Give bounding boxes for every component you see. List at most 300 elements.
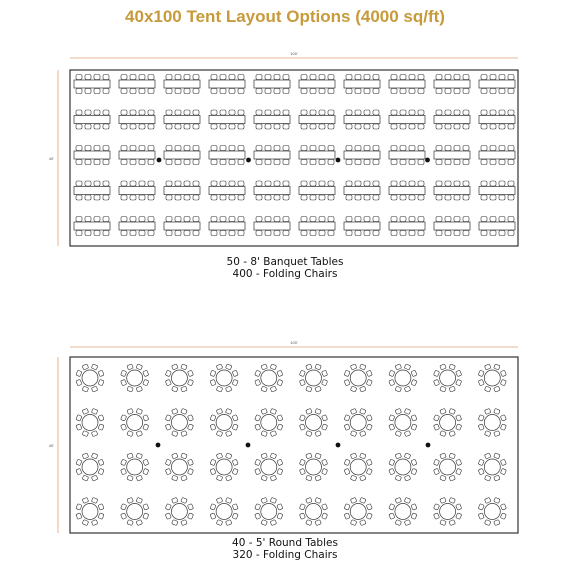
- folding-chair: [103, 195, 109, 200]
- folding-chair: [85, 124, 91, 129]
- folding-chair: [130, 89, 136, 94]
- folding-chair: [328, 89, 334, 94]
- folding-chair: [127, 497, 133, 503]
- folding-chair: [391, 110, 397, 115]
- folding-chair: [484, 497, 490, 503]
- folding-chair: [478, 415, 484, 421]
- folding-chair: [478, 424, 484, 430]
- folding-chair: [187, 459, 193, 465]
- round-table-set: [255, 497, 283, 525]
- folding-chair: [508, 89, 514, 94]
- folding-chair: [328, 181, 334, 186]
- folding-chair: [322, 504, 328, 510]
- folding-chair: [76, 424, 82, 430]
- folding-chair: [211, 181, 217, 186]
- folding-chair: [373, 160, 379, 165]
- round-tables-group: [76, 364, 507, 526]
- folding-chair: [478, 370, 484, 376]
- folding-chair: [494, 497, 500, 503]
- folding-chair: [490, 160, 496, 165]
- banquet-table-set: [479, 217, 515, 236]
- folding-chair: [274, 217, 280, 222]
- folding-chair: [187, 370, 193, 376]
- folding-chair: [481, 181, 487, 186]
- banquet-table-set: [119, 110, 155, 129]
- folding-chair: [193, 181, 199, 186]
- folding-chair: [121, 75, 127, 80]
- folding-chair: [121, 110, 127, 115]
- folding-chair: [184, 89, 190, 94]
- folding-chair: [238, 89, 244, 94]
- banquet-table: [209, 116, 245, 124]
- banquet-table: [164, 187, 200, 195]
- folding-chair: [175, 160, 181, 165]
- folding-chair: [91, 364, 97, 370]
- banquet-table-set: [254, 146, 290, 165]
- banquet-table: [119, 187, 155, 195]
- folding-chair: [299, 459, 305, 465]
- folding-chair: [484, 386, 490, 392]
- round-table-set: [478, 408, 506, 436]
- round-layout: [49, 340, 518, 533]
- folding-chair: [270, 453, 276, 459]
- folding-chair: [139, 124, 145, 129]
- banquet-table-set: [119, 146, 155, 165]
- folding-chair: [346, 110, 352, 115]
- folding-chair: [364, 110, 370, 115]
- folding-chair: [436, 124, 442, 129]
- folding-chair: [484, 453, 490, 459]
- folding-chair: [409, 75, 415, 80]
- folding-chair: [82, 431, 88, 437]
- folding-chair: [220, 124, 226, 129]
- banquet-table-set: [164, 110, 200, 129]
- folding-chair: [364, 75, 370, 80]
- banquet-table-set: [254, 181, 290, 200]
- folding-chair: [166, 124, 172, 129]
- folding-chair: [366, 459, 372, 465]
- folding-chair: [299, 513, 305, 519]
- folding-chair: [418, 146, 424, 151]
- round-table-set: [210, 408, 238, 436]
- folding-chair: [310, 195, 316, 200]
- folding-chair: [508, 195, 514, 200]
- folding-chair: [400, 217, 406, 222]
- folding-chair: [181, 431, 187, 437]
- folding-chair: [270, 497, 276, 503]
- banquet-height-label: 40': [48, 156, 54, 161]
- banquet-table-set: [74, 146, 110, 165]
- round-table-set: [478, 364, 506, 392]
- folding-chair: [366, 468, 372, 474]
- folding-chair: [229, 181, 235, 186]
- folding-chair: [456, 415, 462, 421]
- folding-chair: [433, 370, 439, 376]
- folding-chair: [94, 110, 100, 115]
- folding-chair: [220, 110, 226, 115]
- folding-chair: [508, 231, 514, 236]
- folding-chair: [229, 124, 235, 129]
- folding-chair: [283, 217, 289, 222]
- round-table-set: [165, 453, 193, 481]
- folding-chair: [91, 431, 97, 437]
- folding-chair: [500, 379, 506, 385]
- folding-chair: [463, 160, 469, 165]
- folding-chair: [255, 379, 261, 385]
- banquet-table: [479, 151, 515, 159]
- round-table: [484, 415, 500, 431]
- folding-chair: [360, 475, 366, 481]
- folding-chair: [463, 146, 469, 151]
- folding-chair: [436, 146, 442, 151]
- folding-chair: [143, 424, 149, 430]
- folding-chair: [270, 386, 276, 392]
- folding-chair: [82, 520, 88, 526]
- folding-chair: [98, 504, 104, 510]
- folding-chair: [481, 146, 487, 151]
- folding-chair: [184, 195, 190, 200]
- tent-pole: [426, 443, 431, 448]
- folding-chair: [301, 217, 307, 222]
- round-table-set: [299, 364, 327, 392]
- folding-chair: [436, 75, 442, 80]
- round-table-set: [344, 408, 372, 436]
- folding-chair: [508, 110, 514, 115]
- round-table: [440, 370, 456, 386]
- folding-chair: [277, 459, 283, 465]
- banquet-table: [164, 222, 200, 230]
- folding-chair: [391, 146, 397, 151]
- banquet-table-set: [119, 75, 155, 94]
- folding-chair: [181, 408, 187, 414]
- folding-chair: [211, 146, 217, 151]
- folding-chair: [265, 231, 271, 236]
- folding-chair: [232, 370, 238, 376]
- folding-chair: [454, 89, 460, 94]
- folding-chair: [211, 75, 217, 80]
- round-table-set: [299, 408, 327, 436]
- folding-chair: [130, 217, 136, 222]
- folding-chair: [445, 231, 451, 236]
- banquet-table: [74, 187, 110, 195]
- banquet-table-set: [164, 181, 200, 200]
- folding-chair: [306, 408, 312, 414]
- folding-chair: [306, 386, 312, 392]
- folding-chair: [103, 124, 109, 129]
- folding-chair: [127, 453, 133, 459]
- round-table-set: [165, 408, 193, 436]
- round-table-set: [121, 453, 149, 481]
- folding-chair: [211, 195, 217, 200]
- folding-chair: [306, 475, 312, 481]
- folding-chair: [360, 364, 366, 370]
- folding-chair: [449, 475, 455, 481]
- banquet-table-set: [209, 75, 245, 94]
- folding-chair: [400, 181, 406, 186]
- round-table-set: [389, 408, 417, 436]
- folding-chair: [94, 75, 100, 80]
- folding-chair: [211, 110, 217, 115]
- folding-chair: [433, 513, 439, 519]
- folding-chair: [355, 75, 361, 80]
- folding-chair: [166, 89, 172, 94]
- folding-chair: [478, 513, 484, 519]
- folding-chair: [184, 110, 190, 115]
- folding-chair: [121, 217, 127, 222]
- folding-chair: [121, 415, 127, 421]
- folding-chair: [130, 231, 136, 236]
- round-caption-chairs: 320 - Folding Chairs: [232, 549, 338, 561]
- folding-chair: [121, 181, 127, 186]
- folding-chair: [166, 110, 172, 115]
- folding-chair: [283, 181, 289, 186]
- round-table: [306, 504, 322, 520]
- banquet-table: [389, 151, 425, 159]
- round-table: [216, 370, 232, 386]
- round-height-label: 40': [48, 443, 54, 448]
- folding-chair: [165, 468, 171, 474]
- folding-chair: [449, 431, 455, 437]
- folding-chair: [165, 379, 171, 385]
- banquet-table: [254, 187, 290, 195]
- folding-chair: [139, 110, 145, 115]
- banquet-table: [254, 222, 290, 230]
- banquet-table: [209, 222, 245, 230]
- folding-chair: [400, 195, 406, 200]
- folding-chair: [136, 364, 142, 370]
- banquet-table: [344, 222, 380, 230]
- folding-chair: [315, 497, 321, 503]
- folding-chair: [175, 110, 181, 115]
- folding-chair: [256, 195, 262, 200]
- banquet-table: [344, 151, 380, 159]
- folding-chair: [76, 504, 82, 510]
- folding-chair: [478, 504, 484, 510]
- folding-chair: [277, 370, 283, 376]
- folding-chair: [404, 364, 410, 370]
- folding-chair: [143, 513, 149, 519]
- folding-chair: [395, 520, 401, 526]
- folding-chair: [166, 181, 172, 186]
- folding-chair: [98, 513, 104, 519]
- folding-chair: [328, 75, 334, 80]
- folding-chair: [165, 415, 171, 421]
- round-table-set: [121, 408, 149, 436]
- folding-chair: [346, 195, 352, 200]
- folding-chair: [216, 497, 222, 503]
- banquet-table-set: [209, 110, 245, 129]
- folding-chair: [319, 231, 325, 236]
- folding-chair: [400, 160, 406, 165]
- folding-chair: [360, 431, 366, 437]
- folding-chair: [301, 181, 307, 186]
- folding-chair: [508, 146, 514, 151]
- folding-chair: [127, 431, 133, 437]
- banquet-table: [74, 222, 110, 230]
- round-table: [395, 504, 411, 520]
- round-table: [127, 459, 143, 475]
- folding-chair: [136, 497, 142, 503]
- folding-chair: [490, 89, 496, 94]
- folding-chair: [454, 217, 460, 222]
- folding-chair: [220, 75, 226, 80]
- folding-chair: [277, 504, 283, 510]
- folding-chair: [76, 124, 82, 129]
- folding-chair: [175, 146, 181, 151]
- folding-chair: [433, 468, 439, 474]
- folding-chair: [225, 408, 231, 414]
- folding-chair: [478, 468, 484, 474]
- folding-chair: [301, 146, 307, 151]
- folding-chair: [433, 459, 439, 465]
- folding-chair: [136, 520, 142, 526]
- banquet-table-set: [119, 217, 155, 236]
- folding-chair: [139, 89, 145, 94]
- folding-chair: [490, 110, 496, 115]
- banquet-table: [299, 222, 335, 230]
- round-table-set: [344, 497, 372, 525]
- round-table-set: [433, 453, 461, 481]
- folding-chair: [121, 459, 127, 465]
- folding-chair: [130, 75, 136, 80]
- folding-chair: [121, 89, 127, 94]
- folding-chair: [508, 160, 514, 165]
- folding-chair: [440, 364, 446, 370]
- folding-chair: [499, 231, 505, 236]
- folding-chair: [143, 468, 149, 474]
- folding-chair: [256, 75, 262, 80]
- folding-chair: [364, 146, 370, 151]
- folding-chair: [210, 468, 216, 474]
- folding-chair: [139, 217, 145, 222]
- folding-chair: [463, 181, 469, 186]
- folding-chair: [310, 231, 316, 236]
- round-table: [440, 504, 456, 520]
- folding-chair: [261, 497, 267, 503]
- banquet-table-set: [254, 75, 290, 94]
- folding-chair: [175, 217, 181, 222]
- folding-chair: [373, 146, 379, 151]
- folding-chair: [184, 146, 190, 151]
- folding-chair: [391, 124, 397, 129]
- folding-chair: [82, 497, 88, 503]
- folding-chair: [193, 160, 199, 165]
- folding-chair: [409, 181, 415, 186]
- round-table: [82, 504, 98, 520]
- folding-chair: [346, 124, 352, 129]
- folding-chair: [389, 379, 395, 385]
- folding-chair: [499, 75, 505, 80]
- banquet-table: [164, 80, 200, 88]
- folding-chair: [310, 181, 316, 186]
- folding-chair: [211, 124, 217, 129]
- banquet-table: [344, 187, 380, 195]
- folding-chair: [319, 217, 325, 222]
- folding-chair: [418, 195, 424, 200]
- folding-chair: [76, 379, 82, 385]
- round-table: [395, 370, 411, 386]
- folding-chair: [283, 124, 289, 129]
- banquet-table: [119, 80, 155, 88]
- folding-chair: [175, 181, 181, 186]
- folding-chair: [139, 231, 145, 236]
- folding-chair: [440, 453, 446, 459]
- folding-chair: [193, 217, 199, 222]
- folding-chair: [395, 364, 401, 370]
- folding-chair: [440, 497, 446, 503]
- tent-pole: [246, 443, 251, 448]
- round-table: [261, 504, 277, 520]
- folding-chair: [121, 513, 127, 519]
- folding-chair: [238, 160, 244, 165]
- folding-chair: [121, 124, 127, 129]
- folding-chair: [232, 513, 238, 519]
- banquet-table-set: [434, 181, 470, 200]
- round-table: [82, 459, 98, 475]
- folding-chair: [409, 195, 415, 200]
- folding-chair: [373, 195, 379, 200]
- folding-chair: [175, 231, 181, 236]
- folding-chair: [350, 475, 356, 481]
- folding-chair: [389, 513, 395, 519]
- folding-chair: [449, 408, 455, 414]
- round-table: [306, 459, 322, 475]
- folding-chair: [181, 386, 187, 392]
- folding-chair: [490, 217, 496, 222]
- banquet-table-set: [209, 146, 245, 165]
- banquet-caption-chairs: 400 - Folding Chairs: [232, 268, 338, 280]
- folding-chair: [418, 110, 424, 115]
- folding-chair: [270, 431, 276, 437]
- folding-chair: [463, 75, 469, 80]
- folding-chair: [94, 160, 100, 165]
- folding-chair: [364, 217, 370, 222]
- round-table: [82, 415, 98, 431]
- folding-chair: [456, 459, 462, 465]
- folding-chair: [270, 475, 276, 481]
- banquet-table: [479, 116, 515, 124]
- round-table: [261, 370, 277, 386]
- folding-chair: [490, 231, 496, 236]
- folding-chair: [216, 364, 222, 370]
- folding-chair: [494, 364, 500, 370]
- round-table-set: [76, 453, 104, 481]
- folding-chair: [463, 89, 469, 94]
- folding-chair: [404, 475, 410, 481]
- folding-chair: [499, 124, 505, 129]
- banquet-table-set: [344, 217, 380, 236]
- folding-chair: [322, 370, 328, 376]
- folding-chair: [184, 124, 190, 129]
- round-table: [171, 370, 187, 386]
- folding-chair: [85, 217, 91, 222]
- folding-chair: [143, 504, 149, 510]
- folding-chair: [181, 453, 187, 459]
- folding-chair: [121, 379, 127, 385]
- folding-chair: [143, 379, 149, 385]
- folding-chair: [454, 110, 460, 115]
- folding-chair: [229, 231, 235, 236]
- folding-chair: [360, 497, 366, 503]
- folding-chair: [310, 75, 316, 80]
- folding-chair: [445, 195, 451, 200]
- folding-chair: [404, 431, 410, 437]
- round-table: [350, 504, 366, 520]
- round-table: [261, 459, 277, 475]
- folding-chair: [76, 75, 82, 80]
- folding-chair: [265, 89, 271, 94]
- folding-chair: [103, 75, 109, 80]
